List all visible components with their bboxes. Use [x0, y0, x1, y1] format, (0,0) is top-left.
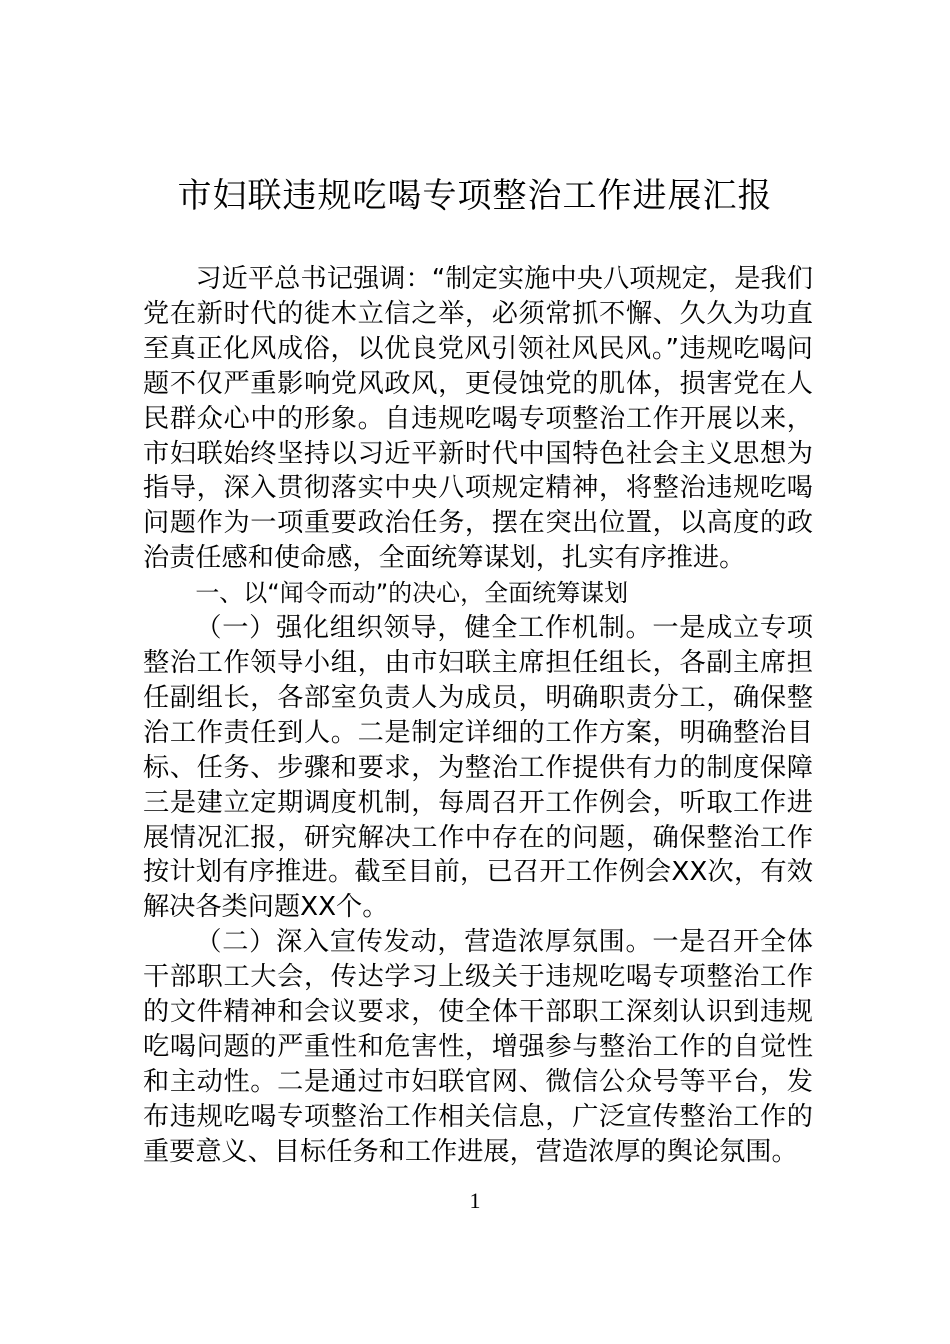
- body-paragraph: （一）强化组织领导，健全工作机制。一是成立专项整治工作领导小组，由市妇联主席担任组长，各副主席担任副组长，各部室负责人为成员，明确职责分工，确保整治工作责任到人。二是制定详细的工作方案，明确整治目标、任务、步骤和要求，为整治工作提供有力的制度保障三是建立定期调度机制，每周召开工作例会，听取工作进展情况汇报，研究解决工作中存在的问题，确保整治工作按计划有序推进。截至目前，已召开工作例会XX次，有效解决各类问题XX个。: [143, 613, 813, 923]
- page-number: 1: [469, 1188, 481, 1213]
- body-paragraph: （二）深入宣传发动，营造浓厚氛围。一是召开全体干部职工大会，传达学习上级关于违规吃喝专项整治工作的文件精神和会议要求，使全体干部职工深刻认识到违规吃喝问题的严重性和危害性，增强参与整治工作的自觉性和主动性。二是通过市妇联官网、微信公众号等平台，发布违规吃喝专项整治工作相关信息，广泛宣传整治工作的重要意义、目标任务和工作进展，营造浓厚的舆论氛围。: [143, 927, 813, 1167]
- section-heading: 一、以“闻令而动”的决心，全面统筹谋划: [195, 579, 629, 608]
- page-title: 市妇联违规吃喝专项整治工作进展汇报: [177, 176, 773, 216]
- document-body: [143, 262, 813, 1170]
- intro-paragraph: 习近平总书记强调：“制定实施中央八项规定，是我们党在新时代的徙木立信之举，必须常抓不懈、久久为功直至真正化风成俗，以优良党风引领社风民风。”违规吃喝问题不仅严重影响党风政风，更侵蚀党的肌体，损害党在人民群众心中的形象。自违规吃喝专项整治工作开展以来，市妇联始终坚持以习近平新时代中国特色社会主义思想为指导，深入贯彻落实中央八项规定精神，将整治违规吃喝问题作为一项重要政治任务，摆在突出位置，以高度的政治责任感和使命感，全面统筹谋划，扎实有序推进。: [143, 264, 813, 574]
